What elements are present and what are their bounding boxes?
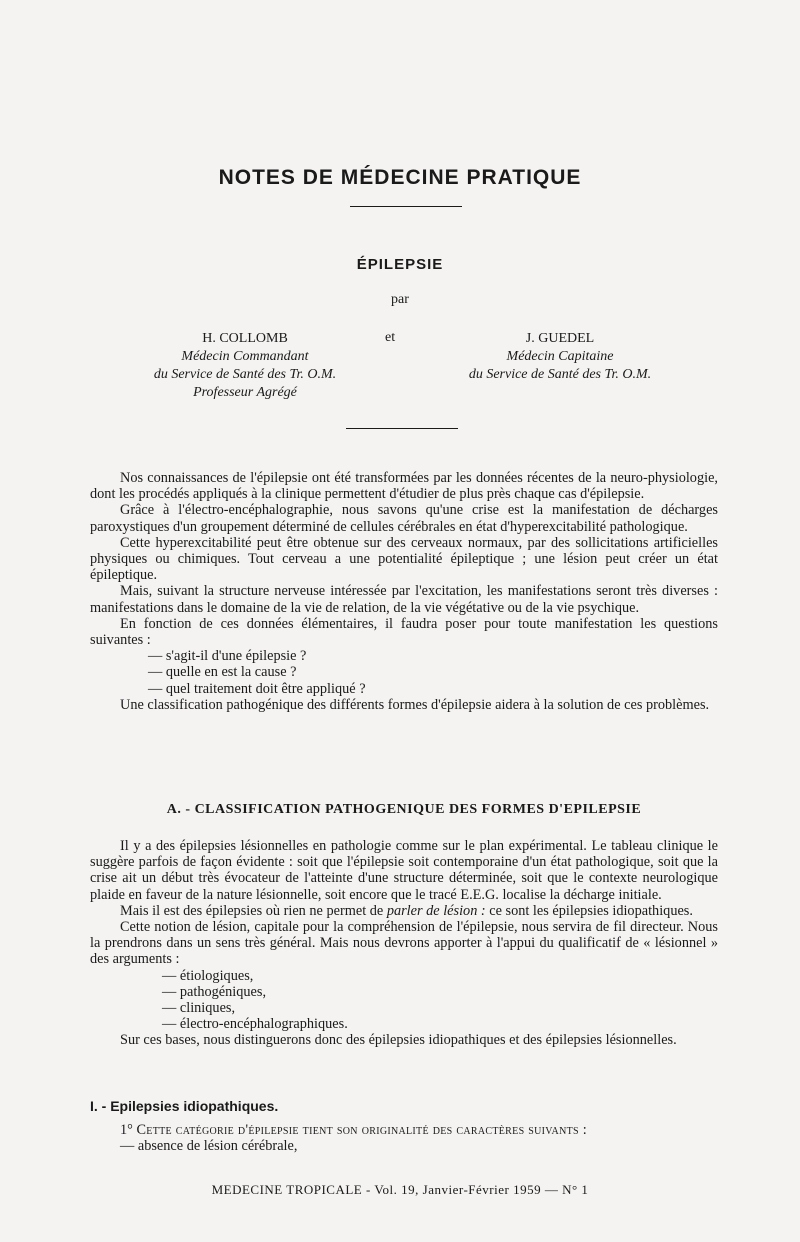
paragraph	[90, 1122, 718, 1138]
authors-divider	[346, 428, 458, 429]
section-a-body	[90, 838, 718, 1049]
introduction	[90, 470, 718, 713]
author-role: du Service de Santé des Tr. O.M.	[153, 367, 337, 382]
paragraph: Cette hyperexcitabilité peut être obtenue sur des cerveaux normaux, par des sollicitations artificielles physiques ou chimiques. Tout cerveau a une potentialité épileptique ; une lésion peut créer un état épileptique.	[90, 534, 718, 584]
paragraph: — absence de lésion cérébrale,	[120, 1138, 298, 1155]
emphasis: parler de lésion :	[386, 902, 486, 919]
paragraph: Il y a des épilepsies lésionnelles en pathologie comme sur le plan expérimental. Le tableau clinique le suggère parfois de façon évidente : soit que l'épilepsie soit contemporaine d'un état pathologique, soit que la crise ait un début très évocateur de l'atteinte d'une structure déterminée, soit que le contexte neurologique plaide en faveur de la nature lésionnelle, soit encore que le tracé E.E.G. localise la décharge initiale.	[90, 838, 718, 903]
by-label: par	[391, 292, 409, 307]
subsection-body	[90, 1122, 718, 1154]
argument-item: — électro-encéphalographiques.	[162, 1016, 348, 1033]
title-divider	[350, 206, 462, 207]
question-item: — quelle en est la cause ?	[148, 664, 297, 681]
author-role: Médecin Capitaine	[506, 349, 614, 364]
paragraph: Cette notion de lésion, capitale pour la compréhension de l'épilepsie, nous servira de fil directeur. Nous la prendrons dans un sens très général. Mais nous devrons apporter à l'appui du qualificatif de « lésionnel » des arguments :	[90, 919, 718, 968]
journal-section-title: NOTES DE MÉDECINE PRATIQUE	[218, 166, 582, 189]
argument-item: — étiologiques,	[162, 967, 254, 984]
paragraph: Mais, suivant la structure nerveuse intéressée par l'excitation, les manifestations seront très diverses : manifestations dans le domaine de la vie de relation, de la vie végétative ou de la vie psychique.	[90, 583, 718, 616]
page-footer: MEDECINE TROPICALE - Vol. 19, Janvier-Février 1959 — N° 1	[211, 1182, 589, 1197]
author-name: J. GUEDEL	[525, 331, 595, 346]
text-run: Mais il est des épilepsies où rien ne permet de	[120, 902, 387, 919]
paragraph: En fonction de ces données élémentaires, il faudra poser pour toute manifestation les questions suivantes :	[90, 615, 718, 649]
paragraph: Grâce à l'électro-encéphalographie, nous savons qu'une crise est la manifestation de décharges paroxystiques d'un groupement déterminé de cellules cérébrales en état d'hyperexcitabilité pathologique.	[90, 502, 718, 535]
paragraph: Nos connaissances de l'épilepsie ont été transformées par les données récentes de la neuro-physiologie, dont les procédés appliqués à la clinique permettent d'étudier de plus près chaque cas d'épilepsie.	[90, 470, 718, 503]
question-item: — quel traitement doit être appliqué ?	[148, 680, 366, 697]
paragraph: Sur ces bases, nous distinguerons donc des épilepsies idiopathiques et des épilepsies lésionnelles.	[120, 1032, 677, 1049]
section-heading: A. - CLASSIFICATION PATHOGENIQUE DES FORMES D'EPILEPSIE	[166, 802, 642, 817]
argument-item: — pathogéniques,	[162, 983, 267, 1000]
author-name: H. COLLOMB	[202, 331, 288, 346]
paragraph	[90, 903, 718, 919]
text-run: Cette catégorie d'épilepsie tient son originalité des caractères suivants :	[136, 1122, 588, 1138]
item-number: 1°	[120, 1122, 133, 1138]
author-role: du Service de Santé des Tr. O.M.	[468, 367, 652, 382]
question-item: — s'agit-il d'une épilepsie ?	[148, 648, 307, 665]
author-role: Professeur Agrégé	[193, 385, 297, 400]
author-1	[85, 330, 405, 402]
subsection-heading: I. - Epilepsies idiopathiques.	[90, 1098, 279, 1114]
author-2	[400, 330, 720, 384]
text-run: ce sont les épilepsies idiopathiques.	[485, 902, 693, 919]
author-conjunction: et	[385, 330, 396, 345]
article-title: ÉPILEPSIE	[356, 256, 444, 273]
author-role: Médecin Commandant	[181, 349, 309, 364]
argument-item: — cliniques,	[162, 1000, 236, 1017]
paragraph: Une classification pathogénique des différents formes d'épilepsie aidera à la solution de ces problèmes.	[120, 696, 710, 713]
